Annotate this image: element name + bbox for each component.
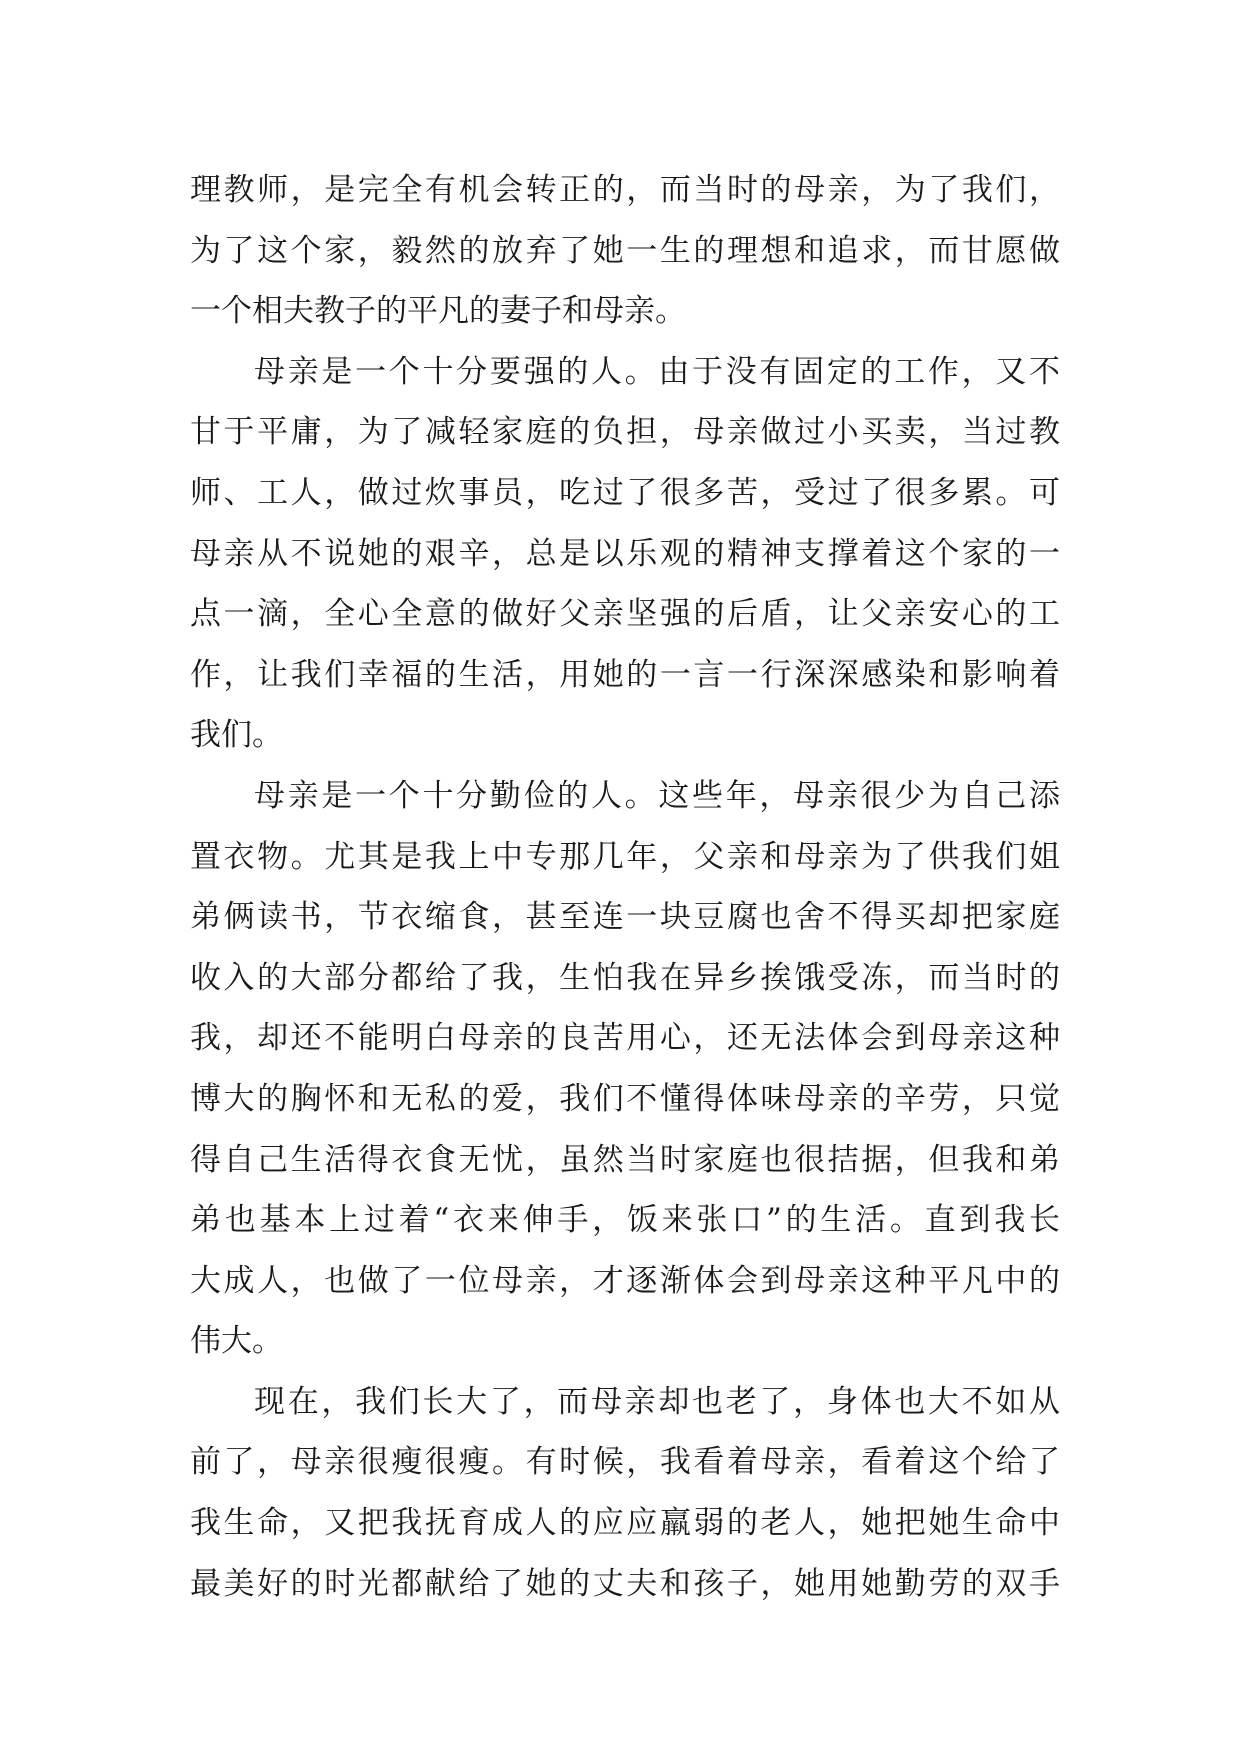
text-line: 母亲是一个十分勤俭的人。这些年，母亲很少为自己添 <box>254 777 1060 814</box>
text-line: 大成人，也做了一位母亲，才逐渐体会到母亲这种平凡中的 <box>190 1262 1060 1299</box>
text-line: 最美好的时光都献给了她的丈夫和孩子，她用她勤劳的双手 <box>190 1565 1060 1602</box>
text-line: 我生命，又把我抚育成人的应应羸弱的老人，她把她生命中 <box>190 1505 1060 1542</box>
text-line: 师、工人，做过炊事员，吃过了很多苦，受过了很多累。可 <box>190 474 1060 511</box>
text-line: 理教师，是完全有机会转正的，而当时的母亲，为了我们， <box>190 172 1060 208</box>
text-line: 博大的胸怀和无私的爱，我们不懂得体味母亲的辛劳，只觉 <box>190 1080 1060 1117</box>
text-line: 母亲是一个十分要强的人。由于没有固定的工作，又不 <box>254 353 1060 390</box>
text-line: 得自己生活得衣食无忧，虽然当时家庭也很拮据，但我和弟 <box>190 1141 1060 1178</box>
text-line: 置衣物。尤其是我上中专那几年，父亲和母亲为了供我们姐 <box>190 838 1060 875</box>
text-line: 伟大。 <box>190 1323 283 1360</box>
text-line: 现在，我们长大了，而母亲却也老了，身体也大不如从 <box>254 1383 1060 1420</box>
text-line: 甘于平庸，为了减轻家庭的负担，母亲做过小买卖，当过教 <box>190 414 1060 451</box>
text-line: 点一滴，全心全意的做好父亲坚强的后盾，让父亲安心的工 <box>190 596 1060 633</box>
text-line: 我们。 <box>190 717 283 754</box>
text-line: 母亲从不说她的艰辛，总是以乐观的精神支撑着这个家的一 <box>190 535 1060 572</box>
text-line: 一个相夫教子的平凡的妻子和母亲。 <box>190 293 686 330</box>
text-line: 弟俩读书，节衣缩食，甚至连一块豆腐也舍不得买却把家庭 <box>190 899 1060 936</box>
text-line: 收入的大部分都给了我，生怕我在异乡挨饿受冻，而当时的 <box>190 959 1060 996</box>
text-line: 作，让我们幸福的生活，用她的一言一行深深感染和影响着 <box>190 656 1060 693</box>
text-line: 前了，母亲很瘦很瘦。有时候，我看着母亲，看着这个给了 <box>190 1444 1060 1481</box>
text-line: 弟也基本上过着“衣来伸手，饭来张口”的生活。直到我长 <box>190 1202 1060 1239</box>
text-line: 我，却还不能明白母亲的良苦用心，还无法体会到母亲这种 <box>190 1020 1060 1057</box>
document-body <box>190 160 1060 1614</box>
text-line: 为了这个家，毅然的放弃了她一生的理想和追求，而甘愿做 <box>190 232 1060 269</box>
